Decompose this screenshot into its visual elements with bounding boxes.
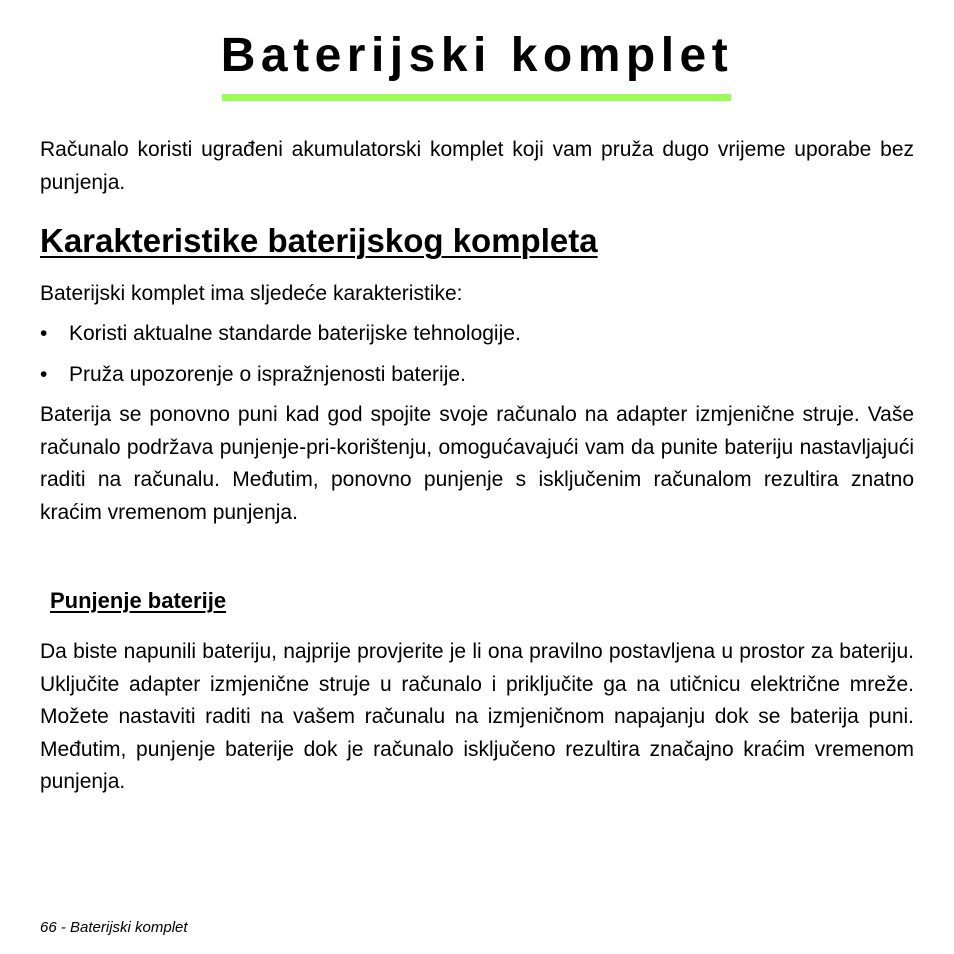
list-item-text: Koristi aktualne standarde baterijske tehnologije. xyxy=(69,322,521,345)
bullet-icon: • xyxy=(40,363,48,386)
title-underline-bar xyxy=(222,94,731,101)
section-lead: Baterijski komplet ima sljedeće karakteristike: xyxy=(40,282,463,305)
intro-paragraph: Računalo koristi ugrađeni akumulatorski komplet koji vam pruža dugo vrijeme uporabe bez punjenja. xyxy=(40,138,914,194)
bullet-icon: • xyxy=(40,322,48,345)
subsection-body-paragraph: Da biste napunili bateriju, najprije provjerite je li ona pravilno postavljena u prostor za bateriju. Uključite adapter izmjenične struje u računalo i priključite ga na utičnicu električne mreže. Možete nastaviti raditi na vašem računalu na izmjeničnom napajanju dok se baterija puni. Međutim, punjenje baterije dok je računalo isključeno rezultira značajno kraćim vremenom punjenja. xyxy=(40,640,914,794)
page-footer: 66 - Baterijski komplet xyxy=(40,919,188,936)
subsection-heading: Punjenje baterije xyxy=(50,588,227,613)
page-title: Baterijski komplet xyxy=(220,29,734,82)
section-body-paragraph: Baterija se ponovno puni kad god spojite svoje računalo na adapter izmjenične struje. Vaše računalo podržava punjenje-pri-korištenju, omogućavajući vam da punite bateriju nastavljajući raditi na računalu. Međutim, ponovno punjenje s isključenim računalom rezultira znatno kraćim vremenom punjenja. xyxy=(40,403,914,524)
list-item-text: Pruža upozorenje o ispražnjenosti baterije. xyxy=(69,363,466,386)
section-heading: Karakteristike baterijskog kompleta xyxy=(40,222,598,259)
